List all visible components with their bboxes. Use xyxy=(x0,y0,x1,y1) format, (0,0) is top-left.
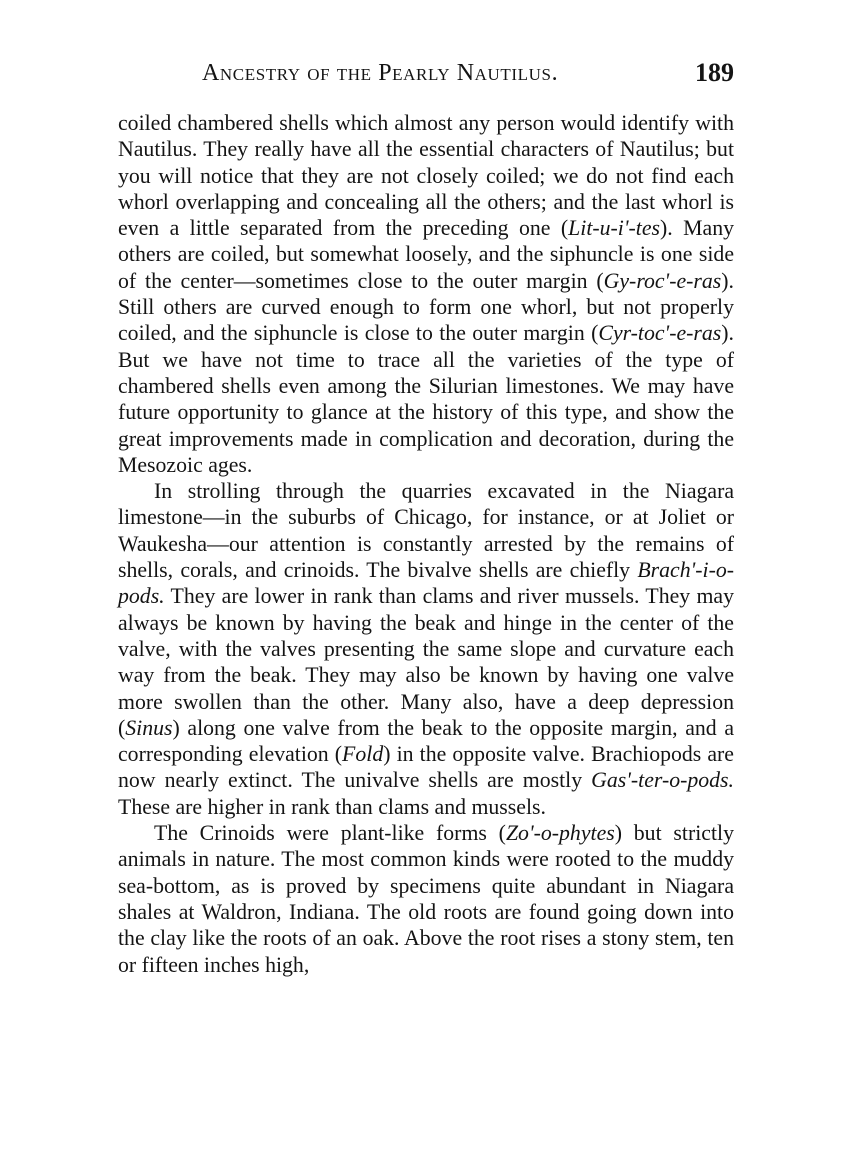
body-text xyxy=(118,110,734,978)
taxon-term: Gy-roc'-e-ras xyxy=(603,268,722,293)
taxon-term: Zo'-o-phytes xyxy=(505,821,615,846)
text-run: ). But we have not time to trace all the varieties of the type of chambered shells even among the Silurian limestones. We may have future opportunity to glance at the history of this type, and show the great improvements made in complication and decoration, during the Mesozoic ages. xyxy=(118,321,734,477)
text-run: ) along one valve from the beak to the opposite margin, and a corresponding elevation ( xyxy=(118,715,734,767)
running-head xyxy=(118,58,734,92)
anatomy-term: Fold xyxy=(342,742,384,767)
taxon-term: Gas'-ter-o-pods. xyxy=(591,768,734,793)
paragraph xyxy=(118,478,734,820)
paragraph xyxy=(118,820,734,978)
text-run: ) but strictly animals in nature. The most common kinds were rooted to the muddy sea-bottom, as is proved by specimens quite abundant in Niagara shales at Waldron, Indiana. The old roots are found going down into the clay like the roots of an oak. Above the root rises a stony stem, ten or fifteen inches high, xyxy=(118,821,734,977)
text-run: coiled chambered shells which almost any person would identify with Nautilus. They really have all the essential characters of Nautilus; but you will notice that they are not closely coiled; we do not find each whorl overlapping and concealing all the others; and the last whorl is even a little separated from the preceding one ( xyxy=(118,111,734,241)
text-run: The Crinoids were plant-like forms ( xyxy=(154,821,506,846)
text-run: ). Many others are coiled, but somewhat loosely, and the siphuncle is one side of the center—sometimes close to the outer margin ( xyxy=(118,216,734,293)
paragraph xyxy=(118,110,734,478)
page-number: 189 xyxy=(695,58,734,87)
text-run: These are higher in rank than clams and mussels. xyxy=(118,794,546,819)
text-run: ). Still others are curved enough to form one whorl, but not properly coiled, and the siphuncle is close to the outer margin ( xyxy=(118,268,734,346)
anatomy-term: Sinus xyxy=(125,715,173,740)
taxon-term: Cyr-toc'-e-ras xyxy=(598,321,722,346)
text-run: In strolling through the quarries excavated in the Niagara limestone—in the suburbs of Chicago, for instance, or at Joliet or Waukesha—our attention is constantly arrested by the remains of shells, corals, and crinoids. The bivalve shells are chiefly xyxy=(118,479,734,583)
text-run: ) in the opposite valve. Brachiopods are now nearly extinct. The univalve shells are mostly xyxy=(118,742,734,793)
running-title: Ancestry of the Pearly Nautilus. xyxy=(202,60,559,86)
taxon-term: Lit-u-i'-tes xyxy=(568,216,660,241)
taxon-term: Brach'-i-o-pods. xyxy=(118,558,734,609)
text-run: They are lower in rank than clams and river mussels. They may always be known by having the beak and hinge in the center of the valve, with the valves presenting the same slope and curvature each way from the beak. They may also be known by having one valve more swollen than the other. Many also, have a deep depression ( xyxy=(118,584,734,740)
